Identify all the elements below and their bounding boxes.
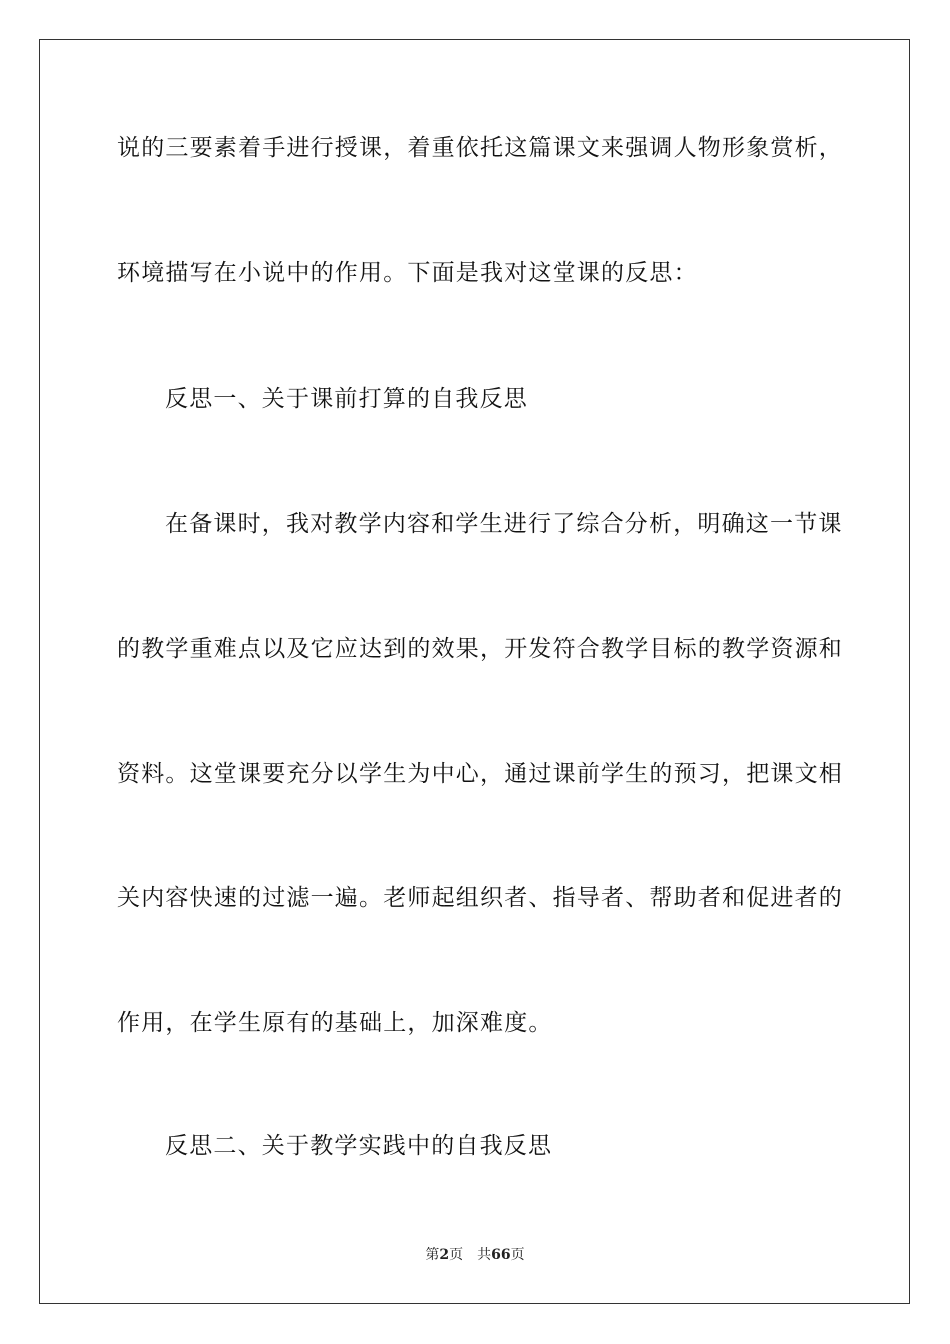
total-pages: 66 <box>491 1247 511 1263</box>
body-text-line: 在备课时，我对教学内容和学生进行了综合分析，明确这一节课 <box>165 511 843 537</box>
body-text-line: 作用，在学生原有的基础上，加深难度。 <box>117 1010 553 1036</box>
total-prefix: 共 <box>477 1247 492 1263</box>
body-text-line: 资料。这堂课要充分以学生为中心，通过课前学生的预习，把课文相 <box>117 761 843 787</box>
body-text-line: 关内容快速的过滤一遍。老师起组织者、指导者、帮助者和促进者的 <box>117 885 843 911</box>
page-footer <box>0 1245 950 1265</box>
page-suffix: 页 <box>449 1247 464 1263</box>
page-prefix: 第 <box>425 1247 440 1263</box>
total-suffix: 页 <box>510 1247 525 1263</box>
body-text-line: 的教学重难点以及它应达到的效果，开发符合教学目标的教学资源和 <box>117 636 843 662</box>
page-number: 2 <box>439 1247 450 1263</box>
body-text-line: 说的三要素着手进行授课，着重依托这篇课文来强调人物形象赏析， <box>117 135 843 161</box>
section-heading: 反思一、关于课前打算的自我反思 <box>165 386 528 412</box>
page-frame <box>39 39 910 1304</box>
body-text-line: 环境描写在小说中的作用。下面是我对这堂课的反思： <box>117 260 698 286</box>
section-heading: 反思二、关于教学实践中的自我反思 <box>165 1133 553 1159</box>
